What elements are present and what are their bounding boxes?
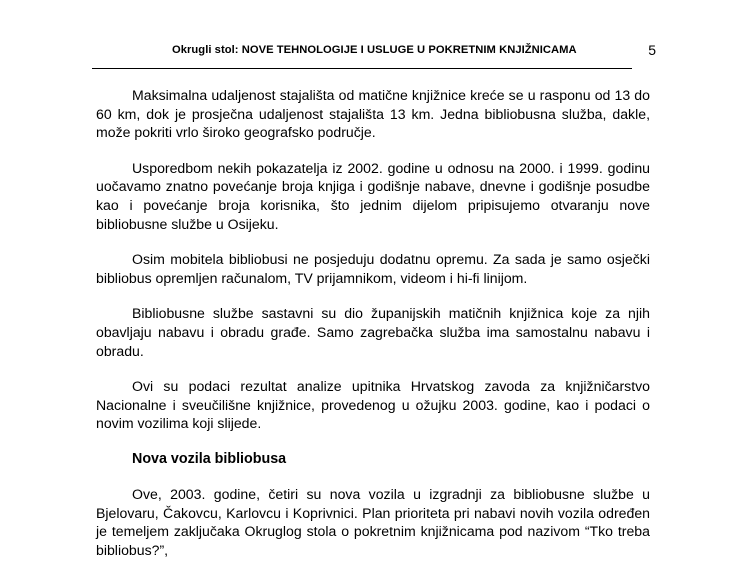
header-title: Okrugli stol: NOVE TEHNOLOGIJE I USLUGE U POKRETNIM KNJIŽNICAMA: [172, 44, 577, 56]
page-number: 5: [648, 42, 656, 58]
paragraph: Ovi su podaci rezultat analize upitnika Hrvatskog zavoda za knjižničarstvo Nacionalne i sveučilišne knjižnice, provedenog u ožujku 2003. godine, kao i podaci o novim vozilima koji slijede.: [96, 378, 650, 432]
paragraph: Bibliobusne službe sastavni su dio županijskih matičnih knjižnica koje za njih obavljaju nabavu i obradu građe. Samo zagrebačka služba ima samostalnu nabavu i obradu.: [96, 305, 650, 359]
running-header: [92, 42, 656, 62]
section-heading: Nova vozila bibliobusa: [132, 450, 287, 467]
paragraph: Ove, 2003. godine, četiri su nova vozila u izgradnji za bibliobusne službe u Bjelovaru, Čakovcu, Karlovcu i Koprivnici. Plan prioriteta pri nabavi novih vozila određen je temeljem zaključaka Okruglog stola o pokretnim knjižnicama pod nazivom “Tko treba bibliobus?”,: [96, 485, 650, 558]
header-rule: [92, 68, 632, 69]
paragraph: Usporedbom nekih pokazatelja iz 2002. godine u odnosu na 2000. i 1999. godinu uočavamo znatno povećanje broja knjiga i godišnje nabave, dnevne i godišnje posudbe kao i povećanje broja korisnika, što jednim dijelom pripisujemo otvaranju nove bibliobusne službe u Osijeku.: [96, 159, 650, 232]
paragraph: Maksimalna udaljenost stajališta od matične knjižnice kreće se u rasponu od 13 do 60 km, dok je prosječna udaljenost stajališta 13 km. Jedna bibliobusna služba, dakle, može pokriti vrlo široko geografsko područje.: [96, 87, 650, 141]
document-body: [96, 86, 650, 576]
paragraph: Osim mobitela bibliobusi ne posjeduju dodatnu opremu. Za sada je samo osječki bibliobus opremljen računalom, TV prijamnikom, videom i hi-fi linijom.: [96, 251, 650, 286]
